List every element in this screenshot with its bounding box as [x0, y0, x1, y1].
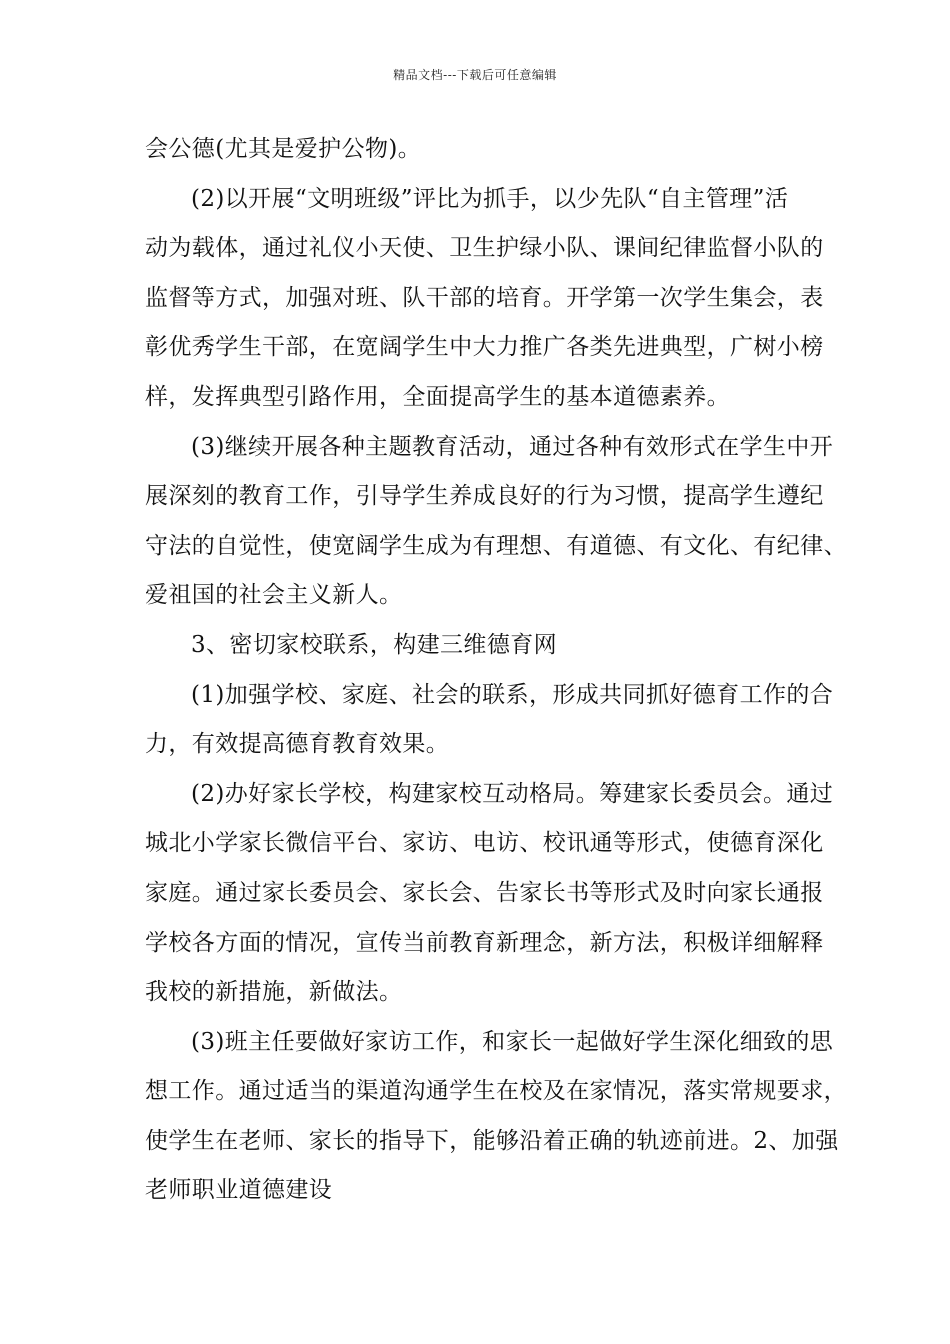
text-line: 城北小学家长微信平台、家访、电访、校讯通等形式，使德育深化 [145, 830, 824, 857]
text-line: 彰优秀学生干部，在宽阔学生中大力推广各类先进典型，广树小榜 [145, 334, 824, 361]
text-line: 动为载体，通过礼仪小天使、卫生护绿小队、课间纪律监督小队的 [145, 235, 824, 262]
text-line: 会公德(尤其是爱护公物)。 [145, 136, 422, 162]
text-line: (2)以开展“文明班级”评比为抓手，以少先队“自主管理”活 [191, 185, 789, 212]
text-line: 力，有效提高德育教育效果。 [145, 731, 450, 758]
text-line: 家庭。通过家长委员会、家长会、告家长书等形式及时向家长通报 [145, 879, 824, 906]
text-line: (2)办好家长学校，构建家校互动格局。筹建家长委员会。通过 [191, 780, 834, 807]
text-line: 守法的自觉性，使宽阔学生成为有理想、有道德、有文化、有纪律、 [145, 532, 847, 559]
text-line: (3)班主任要做好家访工作，和家长一起做好学生深化细致的思 [191, 1028, 834, 1055]
text-line: (1)加强学校、家庭、社会的联系，形成共同抓好德育工作的合 [191, 681, 834, 708]
text-line: (3)继续开展各种主题教育活动，通过各种有效形式在学生中开 [191, 433, 834, 460]
text-line: 监督等方式，加强对班、队干部的培育。开学第一次学生集会，表 [145, 284, 824, 311]
text-line: 学校各方面的情况，宣传当前教育新理念，新方法，积极详细解释 [145, 929, 824, 956]
text-line: 展深刻的教育工作，引导学生养成良好的行为习惯，提高学生遵纪 [145, 483, 824, 510]
text-line: 3、密切家校联系，构建三维德育网 [191, 631, 558, 658]
document-body [145, 125, 847, 1216]
text-line: 样，发挥典型引路作用，全面提高学生的基本道德素养。 [145, 383, 730, 410]
text-line: 使学生在老师、家长的指导下，能够沿着正确的轨迹前进。2、加强 [145, 1127, 839, 1154]
text-line: 爱祖国的社会主义新人。 [145, 582, 403, 609]
text-line: 老师职业道德建设 [145, 1177, 333, 1204]
page-header: 精品文档---下载后可任意编辑 [393, 68, 557, 82]
text-line: 想工作。通过适当的渠道沟通学生在校及在家情况，落实常规要求， [145, 1078, 847, 1105]
text-line: 我校的新措施，新做法。 [145, 979, 403, 1006]
